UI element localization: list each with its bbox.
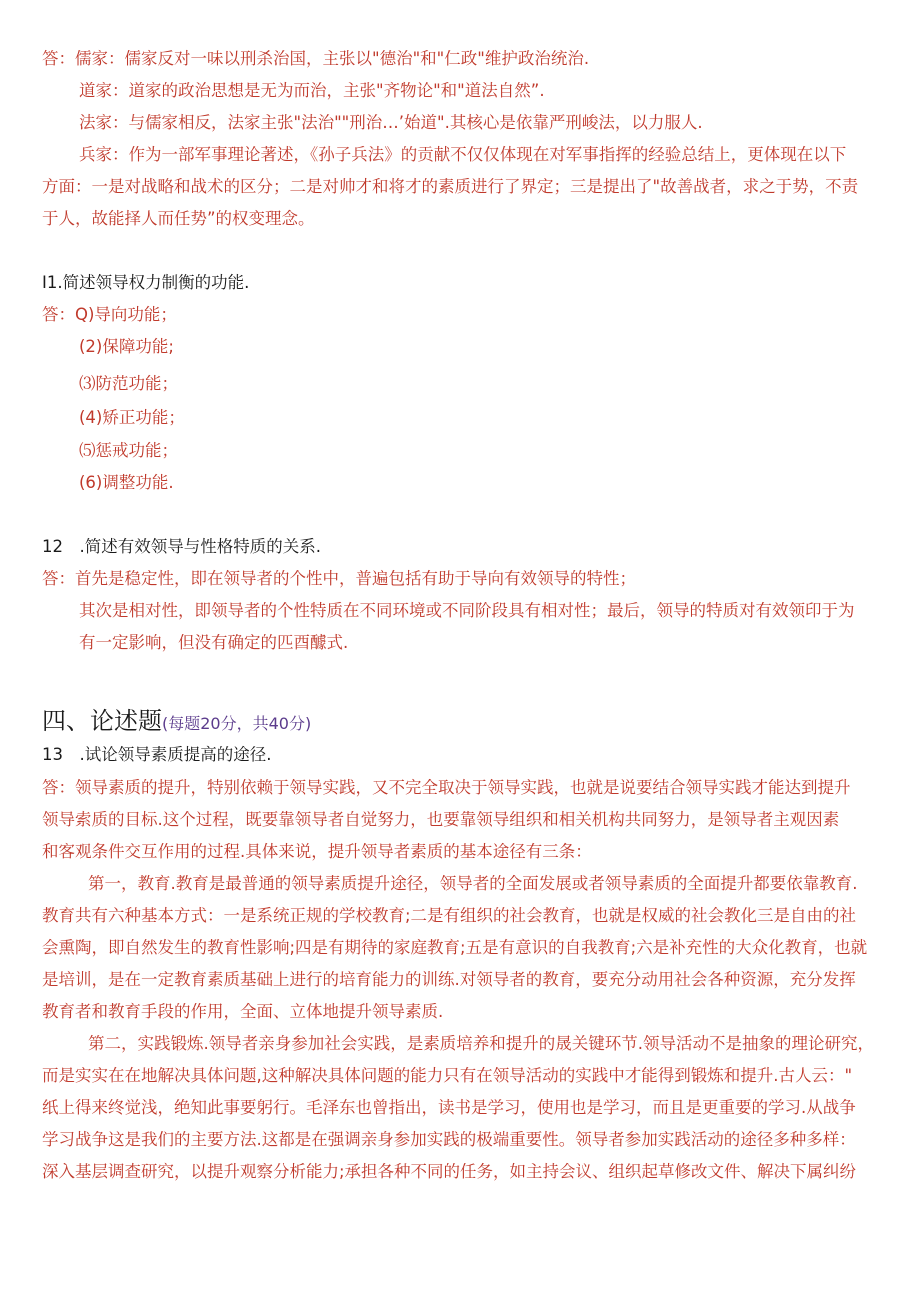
q13-answer-12: 学习战争这是我们的主要方法.这都是在强调亲身参加实践的极端重要性。领导者参加实践活动的途径多种多样： (42, 1130, 856, 1149)
answer-line-military-cont-1: 方面：一是对战略和战术的区分；二是对帅才和将才的素质进行了界定；三是提出了"故善战者，求之于势，不责 (42, 177, 859, 196)
question-12: 12 .简述有效领导与性格特质的关系. (42, 537, 321, 556)
section-note: (每题20分，共40分) (162, 714, 312, 733)
answer-line-military: 兵家：作为一部军事理论著述，《孙子兵法》的贡献不仅仅体现在对军事指挥的经验总结上，更体现在以下 (79, 145, 847, 164)
q13-answer-10: 而是实实在在地解决具体问题,这种解决具体问题的能力只有在领导活动的实践中才能得到锻炼和提升.古人云：" (42, 1066, 853, 1085)
q13-answer-2: 领导索质的目标.这个过程，既要靠领导者自觉努力，也要靠领导组织和相关机构共同努力，是领导者主观因素 (42, 810, 840, 829)
q11-answer-5: ⑸惩戒功能； (79, 441, 178, 460)
q13-answer-8: 教育者和教育手段的作用，全面、立体地提升领导素质. (42, 1002, 444, 1021)
question-11: I1.简述领导权力制衡的功能. (42, 273, 250, 292)
answer-line-taoist: 道家：道家的政治思想是无为而治，主张"齐物论"和"道法自然”. (79, 81, 545, 100)
q13-answer-3: 和客观条件交互作用的过程.具体来说，提升领导者素质的基本途径有三条： (42, 842, 592, 861)
q11-answer-1: 答：Q)导向功能； (42, 305, 177, 324)
q12-answer-1: 答：首先是稳定性，即在领导者的个性中，普遍包括有助于导向有效领导的特性； (42, 569, 636, 588)
section-heading (42, 706, 311, 736)
answer-line-military-cont-2: 于人，故能择人而任势”的权变理念。 (42, 209, 315, 228)
q13-answer-6: 会熏陶，即自然发生的教育性影响;四是有期待的家庭教育;五是有意识的自我教育;六是补充性的大众化教育，也就 (42, 938, 868, 957)
q13-answer-11: 纸上得来终觉浅，绝知此事要躬行。毛泽东也曾指出，读书是学习，使用也是学习，而且是更重要的学习.从战争 (42, 1098, 856, 1117)
q11-answer-2: (2)保障功能; (79, 337, 174, 356)
q12-answer-2: 其次是相对性，即领导者的个性特质在不同环境或不同阶段具有相对性；最后，领导的特质对有效领印于为 (79, 601, 855, 620)
q13-answer-9: 第二，实践锻炼.领导者亲身参加社会实践，是素质培养和提升的晟关键环节.领导活动不是抽象的理论研究， (88, 1034, 874, 1053)
q12-answer-3: 有一定影响，但没有确定的匹酉醵式. (79, 633, 349, 652)
q13-answer-13: 深入基层调查研究，以提升观察分析能力;承担各种不同的任务，如主持会议、组织起草修改文件、解决下属纠纷 (42, 1162, 857, 1181)
q11-answer-3: ⑶防范功能； (79, 374, 178, 393)
q13-answer-5: 教育共有六种基本方式：一是系统正规的学校教育;二是有组织的社会教育，也就是权威的社会教化三是自由的社 (42, 906, 857, 925)
answer-line-legalist: 法家：与儒家相反，法家主张"法治""刑治…’始道".其核心是依靠严刑峻法，以力服人. (79, 113, 703, 132)
q13-answer-7: 是培训，是在一定教育素质基础上进行的培育能力的训练.对领导者的教育，要充分动用社会各种资源，充分发挥 (42, 970, 856, 989)
question-13: 13 .试论领导素质提高的途径. (42, 745, 272, 764)
answer-line-confucian: 答：儒家：儒家反对一味以刑杀治国，主张以"德治"和"仁政"维护政治统治. (42, 49, 590, 68)
q11-answer-4: (4)矫正功能； (79, 408, 185, 427)
q11-answer-6: (6)调整功能. (79, 473, 174, 492)
q13-answer-1: 答：领导素质的提升，特别依赖于领导实践，又不完全取决于领导实践，也就是说要结合领导实践才能达到提升 (42, 778, 851, 797)
section-title: 四、论述题 (42, 707, 162, 735)
q13-answer-4: 第一，教育.教育是最普通的领导素质提升途径，领导者的全面发展或者领导素质的全面提升都要依靠教育. (88, 874, 858, 893)
